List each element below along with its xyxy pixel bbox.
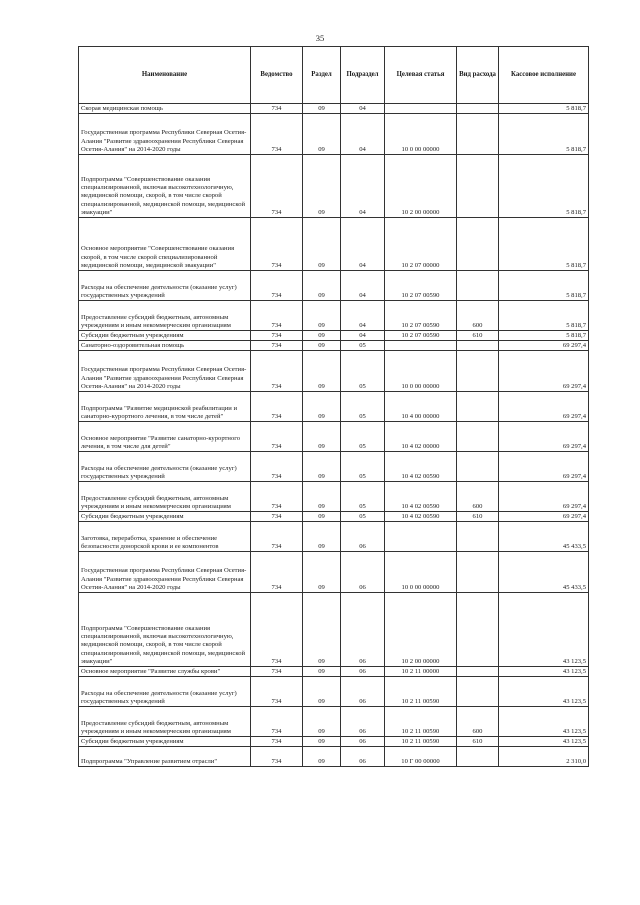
row-expense-type: 610 bbox=[457, 737, 499, 747]
row-amount: 69 297,4 bbox=[499, 482, 589, 512]
row-expense-type bbox=[457, 218, 499, 271]
table-row bbox=[79, 218, 589, 271]
row-section: 09 bbox=[303, 522, 341, 552]
row-expense-type bbox=[457, 351, 499, 392]
row-dept: 734 bbox=[251, 271, 303, 301]
row-dept: 734 bbox=[251, 341, 303, 351]
row-name: Подпрограмма "Развитие медицинской реабилитации и санаторно-курортного лечения, в том числе детей" bbox=[79, 392, 251, 422]
table-body bbox=[79, 104, 589, 767]
table-row bbox=[79, 512, 589, 522]
row-subsection: 04 bbox=[341, 218, 385, 271]
row-expense-type bbox=[457, 522, 499, 552]
row-section: 09 bbox=[303, 422, 341, 452]
row-dept: 734 bbox=[251, 482, 303, 512]
row-section: 09 bbox=[303, 707, 341, 737]
row-dept: 734 bbox=[251, 392, 303, 422]
header-execution: Кассовое исполнение bbox=[499, 47, 589, 104]
row-target: 10 0 00 00000 bbox=[385, 552, 457, 593]
row-target: 10 2 11 00590 bbox=[385, 737, 457, 747]
row-section: 09 bbox=[303, 301, 341, 331]
row-name: Расходы на обеспечение деятельности (оказание услуг) государственных учреждений bbox=[79, 271, 251, 301]
row-target: 10 2 00 00000 bbox=[385, 593, 457, 667]
row-section: 09 bbox=[303, 593, 341, 667]
row-expense-type bbox=[457, 155, 499, 218]
row-dept: 734 bbox=[251, 218, 303, 271]
row-expense-type bbox=[457, 677, 499, 707]
row-expense-type: 610 bbox=[457, 512, 499, 522]
row-subsection: 06 bbox=[341, 522, 385, 552]
row-amount: 43 123,5 bbox=[499, 593, 589, 667]
table-row bbox=[79, 452, 589, 482]
row-target: 10 2 11 00590 bbox=[385, 677, 457, 707]
row-expense-type bbox=[457, 104, 499, 114]
row-dept: 734 bbox=[251, 114, 303, 155]
row-section: 09 bbox=[303, 747, 341, 767]
table-row bbox=[79, 155, 589, 218]
row-subsection: 06 bbox=[341, 677, 385, 707]
row-subsection: 06 bbox=[341, 737, 385, 747]
row-section: 09 bbox=[303, 155, 341, 218]
row-amount: 69 297,4 bbox=[499, 452, 589, 482]
table-row bbox=[79, 522, 589, 552]
row-expense-type bbox=[457, 552, 499, 593]
row-expense-type bbox=[457, 593, 499, 667]
row-dept: 734 bbox=[251, 552, 303, 593]
row-subsection: 06 bbox=[341, 667, 385, 677]
row-name: Подпрограмма "Совершенствование оказания специализированной, включая высокотехнологичную, медицинской помощи, скорой, в том числе скорой специализированной, медицинской помощи, медицинской эвакуации" bbox=[79, 593, 251, 667]
row-name: Основное мероприятие "Развитие службы крови" bbox=[79, 667, 251, 677]
table-row bbox=[79, 392, 589, 422]
row-subsection: 05 bbox=[341, 422, 385, 452]
row-section: 09 bbox=[303, 452, 341, 482]
row-name: Заготовка, переработка, хранение и обеспечение безопасности донорской крови и ее компонентов bbox=[79, 522, 251, 552]
row-amount: 69 297,4 bbox=[499, 351, 589, 392]
row-subsection: 04 bbox=[341, 331, 385, 341]
table-row bbox=[79, 114, 589, 155]
row-expense-type: 610 bbox=[457, 331, 499, 341]
row-section: 09 bbox=[303, 392, 341, 422]
row-dept: 734 bbox=[251, 667, 303, 677]
row-amount: 43 123,5 bbox=[499, 707, 589, 737]
row-name: Подпрограмма "Совершенствование оказания специализированной, включая высокотехнологичную, медицинской помощи, скорой, в том числе скорой специализированной, медицинской помощи, медицинской эвакуации" bbox=[79, 155, 251, 218]
row-name: Предоставление субсидий бюджетным, автономным учреждениям и иным некоммерческим организациям bbox=[79, 301, 251, 331]
row-target: 10 Г 00 00000 bbox=[385, 747, 457, 767]
row-name: Скорая медицинская помощь bbox=[79, 104, 251, 114]
row-amount: 5 818,7 bbox=[499, 104, 589, 114]
table-row bbox=[79, 707, 589, 737]
row-subsection: 06 bbox=[341, 593, 385, 667]
row-target bbox=[385, 341, 457, 351]
table-row bbox=[79, 593, 589, 667]
table-row bbox=[79, 351, 589, 392]
row-name: Подпрограмма "Управление развитием отрасли" bbox=[79, 747, 251, 767]
row-subsection: 05 bbox=[341, 512, 385, 522]
row-name: Расходы на обеспечение деятельности (оказание услуг) государственных учреждений bbox=[79, 452, 251, 482]
row-dept: 734 bbox=[251, 155, 303, 218]
row-name: Государственная программа Республики Северная Осетия-Алания "Развитие здравоохранения Республики Северная Осетия-Алания" на 2014-2020 годы bbox=[79, 552, 251, 593]
row-target: 10 4 02 00590 bbox=[385, 452, 457, 482]
row-expense-type: 600 bbox=[457, 301, 499, 331]
row-name: Субсидии бюджетным учреждениям bbox=[79, 737, 251, 747]
table-row bbox=[79, 747, 589, 767]
row-expense-type bbox=[457, 392, 499, 422]
row-section: 09 bbox=[303, 331, 341, 341]
row-expense-type bbox=[457, 114, 499, 155]
row-target: 10 0 00 00000 bbox=[385, 351, 457, 392]
row-amount: 5 818,7 bbox=[499, 301, 589, 331]
row-target: 10 2 11 00590 bbox=[385, 707, 457, 737]
row-section: 09 bbox=[303, 552, 341, 593]
row-dept: 734 bbox=[251, 301, 303, 331]
row-amount: 5 818,7 bbox=[499, 218, 589, 271]
table-row bbox=[79, 341, 589, 351]
row-expense-type: 600 bbox=[457, 482, 499, 512]
header-dept: Ведомство bbox=[251, 47, 303, 104]
header-target: Целевая статья bbox=[385, 47, 457, 104]
row-section: 09 bbox=[303, 677, 341, 707]
row-section: 09 bbox=[303, 104, 341, 114]
row-dept: 734 bbox=[251, 747, 303, 767]
row-amount: 43 123,5 bbox=[499, 737, 589, 747]
row-section: 09 bbox=[303, 218, 341, 271]
row-amount: 5 818,7 bbox=[499, 271, 589, 301]
row-name: Субсидии бюджетным учреждениям bbox=[79, 331, 251, 341]
row-target: 10 2 07 00000 bbox=[385, 218, 457, 271]
row-expense-type bbox=[457, 271, 499, 301]
row-section: 09 bbox=[303, 351, 341, 392]
table-row bbox=[79, 552, 589, 593]
row-target: 10 2 00 00000 bbox=[385, 155, 457, 218]
row-amount: 45 433,5 bbox=[499, 552, 589, 593]
row-expense-type bbox=[457, 452, 499, 482]
row-subsection: 05 bbox=[341, 341, 385, 351]
header-section: Раздел bbox=[303, 47, 341, 104]
row-section: 09 bbox=[303, 512, 341, 522]
row-amount: 43 123,5 bbox=[499, 667, 589, 677]
table-row bbox=[79, 422, 589, 452]
table-row bbox=[79, 301, 589, 331]
row-subsection: 04 bbox=[341, 104, 385, 114]
row-dept: 734 bbox=[251, 331, 303, 341]
row-expense-type bbox=[457, 667, 499, 677]
table-row bbox=[79, 737, 589, 747]
row-target bbox=[385, 522, 457, 552]
row-dept: 734 bbox=[251, 452, 303, 482]
table-row bbox=[79, 104, 589, 114]
row-target: 10 2 11 00000 bbox=[385, 667, 457, 677]
row-subsection: 05 bbox=[341, 452, 385, 482]
row-subsection: 04 bbox=[341, 114, 385, 155]
table-row bbox=[79, 271, 589, 301]
row-dept: 734 bbox=[251, 593, 303, 667]
row-expense-type bbox=[457, 747, 499, 767]
row-name: Основное мероприятие "Совершенствование оказания скорой, в том числе скорой специализированной медицинской помощи, медицинской эвакуации" bbox=[79, 218, 251, 271]
row-target: 10 2 07 00590 bbox=[385, 301, 457, 331]
row-target: 10 2 07 00590 bbox=[385, 271, 457, 301]
row-subsection: 06 bbox=[341, 552, 385, 593]
row-subsection: 05 bbox=[341, 392, 385, 422]
table-row bbox=[79, 331, 589, 341]
row-target bbox=[385, 104, 457, 114]
row-subsection: 05 bbox=[341, 482, 385, 512]
row-dept: 734 bbox=[251, 522, 303, 552]
row-target: 10 4 00 00000 bbox=[385, 392, 457, 422]
row-expense-type: 600 bbox=[457, 707, 499, 737]
row-section: 09 bbox=[303, 341, 341, 351]
table-row bbox=[79, 482, 589, 512]
row-dept: 734 bbox=[251, 104, 303, 114]
row-subsection: 05 bbox=[341, 351, 385, 392]
row-target: 10 4 02 00590 bbox=[385, 482, 457, 512]
row-amount: 45 433,5 bbox=[499, 522, 589, 552]
row-target: 10 0 00 00000 bbox=[385, 114, 457, 155]
row-name: Предоставление субсидий бюджетным, автономным учреждениям и иным некоммерческим организациям bbox=[79, 482, 251, 512]
row-dept: 734 bbox=[251, 512, 303, 522]
row-dept: 734 bbox=[251, 422, 303, 452]
row-expense-type bbox=[457, 422, 499, 452]
row-target: 10 2 07 00590 bbox=[385, 331, 457, 341]
row-amount: 2 310,0 bbox=[499, 747, 589, 767]
row-name: Расходы на обеспечение деятельности (оказание услуг) государственных учреждений bbox=[79, 677, 251, 707]
row-subsection: 04 bbox=[341, 271, 385, 301]
row-section: 09 bbox=[303, 271, 341, 301]
row-target: 10 4 02 00590 bbox=[385, 512, 457, 522]
row-name: Санаторно-оздоровительная помощь bbox=[79, 341, 251, 351]
row-name: Государственная программа Республики Северная Осетия-Алания "Развитие здравоохранения Республики Северная Осетия-Алания" на 2014-2020 годы bbox=[79, 351, 251, 392]
header-expense-type: Вид расхода bbox=[457, 47, 499, 104]
row-amount: 69 297,4 bbox=[499, 341, 589, 351]
row-subsection: 06 bbox=[341, 707, 385, 737]
row-amount: 69 297,4 bbox=[499, 422, 589, 452]
header-subsection: Подраздел bbox=[341, 47, 385, 104]
row-dept: 734 bbox=[251, 351, 303, 392]
budget-table bbox=[78, 46, 589, 767]
page-number: 35 bbox=[315, 33, 325, 43]
row-section: 09 bbox=[303, 737, 341, 747]
row-amount: 43 123,5 bbox=[499, 677, 589, 707]
table-header-row bbox=[79, 47, 589, 104]
row-amount: 69 297,4 bbox=[499, 392, 589, 422]
row-amount: 5 818,7 bbox=[499, 114, 589, 155]
row-dept: 734 bbox=[251, 677, 303, 707]
row-amount: 69 297,4 bbox=[499, 512, 589, 522]
row-name: Государственная программа Республики Северная Осетия-Алания "Развитие здравоохранения Республики Северная Осетия-Алания" на 2014-2020 годы bbox=[79, 114, 251, 155]
row-subsection: 04 bbox=[341, 301, 385, 331]
table-row bbox=[79, 677, 589, 707]
row-section: 09 bbox=[303, 114, 341, 155]
row-section: 09 bbox=[303, 667, 341, 677]
header-name: Наименование bbox=[79, 47, 251, 104]
row-amount: 5 818,7 bbox=[499, 331, 589, 341]
row-target: 10 4 02 00000 bbox=[385, 422, 457, 452]
row-name: Основное мероприятие "Развитие санаторно-курортного лечения, в том числе для детей" bbox=[79, 422, 251, 452]
table-row bbox=[79, 667, 589, 677]
row-amount: 5 818,7 bbox=[499, 155, 589, 218]
row-name: Субсидии бюджетным учреждениям bbox=[79, 512, 251, 522]
row-subsection: 06 bbox=[341, 747, 385, 767]
row-subsection: 04 bbox=[341, 155, 385, 218]
row-dept: 734 bbox=[251, 707, 303, 737]
row-section: 09 bbox=[303, 482, 341, 512]
row-name: Предоставление субсидий бюджетным, автономным учреждениям и иным некоммерческим организациям bbox=[79, 707, 251, 737]
row-dept: 734 bbox=[251, 737, 303, 747]
row-expense-type bbox=[457, 341, 499, 351]
